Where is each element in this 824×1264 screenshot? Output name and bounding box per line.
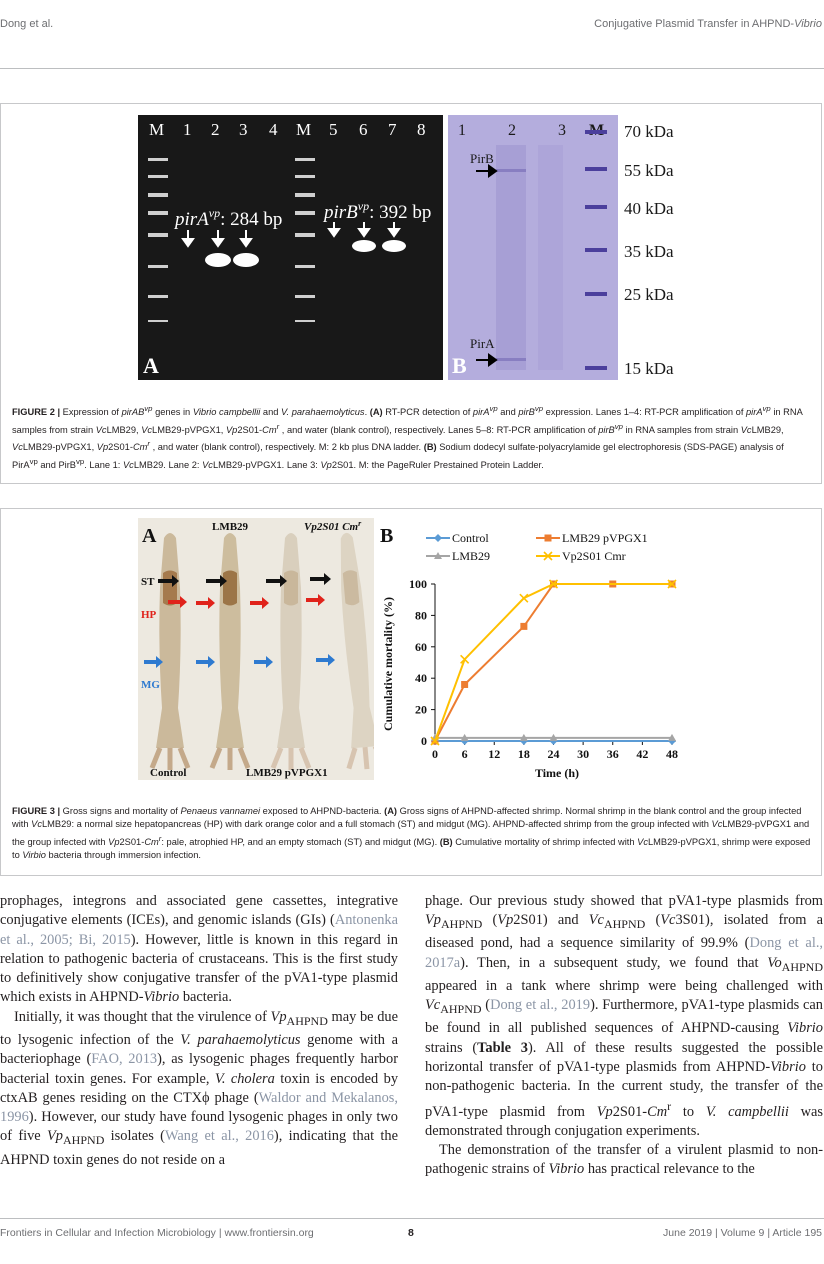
sds-lane-label: 3 bbox=[558, 122, 566, 139]
gel-lane-label: 5 bbox=[329, 120, 338, 139]
legend-label: LMB29 pVPGX1 bbox=[562, 531, 648, 545]
y-tick-label: 60 bbox=[415, 639, 427, 654]
side-label-hp: HP bbox=[141, 609, 157, 621]
gel-lane-label: 8 bbox=[417, 120, 426, 139]
y-axis-label: Cumulative mortality (%) bbox=[381, 597, 395, 731]
marker-label: 35 kDa bbox=[624, 242, 674, 261]
side-label-mg: MG bbox=[141, 679, 160, 691]
marker-label: 55 kDa bbox=[624, 161, 674, 180]
pirB-label: pirB$^{vp}$: 392 bp bbox=[324, 199, 432, 223]
sds-lane-label: 1 bbox=[458, 122, 466, 139]
figure-2-caption: FIGURE 2 | Expression of pirAB$^{vp}$ genes in Vibrio campbellii and V. parahaemolyticus. (A) RT-PCR detection of pirA$^{vp}$ and pirB$^{vp}$ expression. Lanes 1–4: RT-PCR amplification of pirA$^{vp}$ in RNA samples from strain VcLMB29, VcLMB29-pVPGX1, Vp2S01-Cm$^r$ , and water (blank control), respectively. Lanes 5–8: RT-PCR amplification of pirB$^{vp}$ in RNA samples from strain VcLMB29, VcLMB29-pVPGX1, Vp2S01-Cm$^r$ , and water (blank control), respectively. M: 2 kb plus DNA ladder. (B) Sodium dodecyl sulfate-polyacrylamide gel electrophoresis (SDS-PAGE) analysis of PirA$^{vp}$ and PirB$^{vp}$. Lane 1: VcLMB29. Lane 2: VcLMB29-pVPGX1. Lane 3: Vp2S01. M: the PageRuler Prestained Protein Ladder. bbox=[12, 404, 803, 470]
gel-lane-label: 3 bbox=[239, 120, 248, 139]
data-point bbox=[545, 535, 552, 542]
marker-label: 70 kDa bbox=[624, 122, 674, 141]
y-tick-label: 20 bbox=[415, 702, 427, 717]
gel-band bbox=[382, 240, 406, 252]
x-tick-label: 18 bbox=[517, 747, 530, 761]
panel-label-b: B bbox=[380, 525, 394, 547]
x-axis-label: Time (h) bbox=[534, 766, 580, 780]
series-line bbox=[435, 584, 672, 741]
x-tick-label: 30 bbox=[577, 747, 590, 761]
body-column-left bbox=[0, 892, 398, 1170]
gel-lane-label: 2 bbox=[211, 120, 220, 139]
x-tick-label: 0 bbox=[432, 747, 438, 761]
paragraph: phage. Our previous study showed that pVA1-type plasmids from $Vp_{AHPND}$ (Vp2S01) and $Vc_{AHPND}$ (Vc3S01), isolated from a diseased pond, had a sequence similarity of 99.9% (Dong et al., 2017a). Then, in a subsequent study, we found that $Vo_{AHPND}$ appeared in a tank where shrimp were being challenged with $Vc_{AHPND}$ (Dong et al., 2019). Furthermore, pVA1-type plasmids can be found in all published sequences of AHPND-causing Vibrio strains (Table 3). All of these results suggested the possible horizontal transfer of pVA1-type plasmids from AHPND-Vibrio to non-pathogenic bacteria. In the current study, the transfer of the pVA1-type plasmid from Vp2S01-Cm$^r$ to V. campbellii was demonstrated through conjugation experiments. bbox=[425, 893, 824, 1139]
panel-label-a: A bbox=[143, 353, 159, 378]
y-tick-label: 80 bbox=[415, 608, 427, 623]
gel-lane-label: M bbox=[149, 120, 165, 139]
y-tick-label: 100 bbox=[409, 577, 427, 591]
group-label: LMB29 bbox=[212, 521, 249, 533]
panel-label-a: A bbox=[142, 525, 157, 547]
y-tick-label: 40 bbox=[415, 671, 427, 686]
page-number: 8 bbox=[408, 1227, 414, 1239]
legend-item bbox=[536, 531, 648, 545]
footer-issue: June 2019 | Volume 9 | Article 195 bbox=[663, 1227, 822, 1239]
side-label-st: ST bbox=[141, 576, 155, 588]
gel-band bbox=[205, 253, 231, 267]
gel-lane-label: 4 bbox=[269, 120, 278, 139]
group-label: LMB29 pVPGX1 bbox=[246, 767, 328, 779]
shrimp-photo bbox=[138, 518, 374, 780]
data-point bbox=[461, 681, 468, 688]
x-tick-label: 24 bbox=[547, 747, 560, 761]
x-tick-label: 12 bbox=[488, 747, 501, 761]
running-head-authors: Dong et al. bbox=[0, 18, 54, 30]
figure-3-caption: FIGURE 3 | Gross signs and mortality of Penaeus vannamei exposed to AHPND-bacteria. (A) Gross signs of AHPND-affected shrimp. Normal shrimp in the blank control and the group infected with VcLMB29: a normal size hepatopancreas (HP) with dark orange color and a full stomach (ST) and midgut (MG). AHPND-affected shrimp from the group infected with VcLMB29-pVPGX1 and the group infected with Vp2S01-Cm$^r$: pale, atrophied HP, and an empty stomach (ST) and midgut (MG). (B) Cumulative mortality of shrimp infected with VcLMB29-pVPGX1, shrimp were exposed to Virbio bacteria through immersion infection. bbox=[12, 806, 811, 861]
sds-lane-label: 2 bbox=[508, 122, 516, 139]
gel-band bbox=[233, 253, 259, 267]
band-label-pirA: PirA bbox=[470, 336, 495, 351]
gel-lane-label: M bbox=[296, 120, 312, 139]
legend-item bbox=[426, 549, 490, 563]
legend-item bbox=[426, 531, 489, 545]
data-point bbox=[520, 594, 528, 602]
data-point bbox=[520, 623, 527, 630]
marker-label: 15 kDa bbox=[624, 359, 674, 378]
panel-label-b: B bbox=[452, 353, 467, 378]
body-column-right bbox=[425, 892, 823, 1180]
pirA-label: pirA$^{vp}$: 284 bp bbox=[175, 206, 283, 230]
band-label-pirB: PirB bbox=[470, 151, 494, 166]
gel-band bbox=[352, 240, 376, 252]
x-tick-label: 42 bbox=[636, 747, 649, 761]
marker-label: 25 kDa bbox=[624, 285, 674, 304]
x-tick-label: 48 bbox=[666, 747, 678, 761]
sds-lane-2 bbox=[496, 145, 526, 370]
paragraph: The demonstration of the transfer of a virulent plasmid to non-pathogenic strains of Vibrio has practical relevance to the bbox=[425, 1141, 823, 1178]
legend-item bbox=[536, 549, 626, 563]
sds-lane-3 bbox=[538, 145, 563, 370]
series-lmb29 bbox=[431, 734, 676, 741]
group-label: Vp2S01 Cm$^r$ bbox=[304, 519, 362, 533]
series-vp2s01-cmr bbox=[431, 580, 676, 745]
x-tick-label: 6 bbox=[461, 747, 468, 761]
gel-lane-label: 6 bbox=[359, 120, 368, 139]
footer-journal: Frontiers in Cellular and Infection Microbiology | www.frontiersin.org bbox=[0, 1227, 314, 1239]
chart-series bbox=[431, 580, 676, 745]
x-tick-label: 36 bbox=[606, 747, 619, 761]
legend-label: LMB29 bbox=[452, 549, 491, 563]
footer-divider bbox=[0, 1218, 824, 1219]
header-divider bbox=[0, 68, 824, 69]
series-line bbox=[435, 584, 672, 741]
x-ticks bbox=[432, 741, 678, 761]
paragraph: Initially, it was thought that the virulence of $Vp_{AHPND}$ may be due to lysogenic infection of the V. parahaemolyticus genome with a bacteriophage (FAO, 2013), as lysogenic phages frequently harbor bacterial toxin genes. For example, V. cholera toxin is encoded by ctxAB genes residing on the CTXϕ phage (Waldor and Mekalanos, 1996). However, our study have found lysogenic phages in only two of five $Vp_{AHPND}$ isolates (Wang et al., 2016), indicating that the AHPND toxin genes do not reside on a bbox=[0, 1008, 399, 1168]
running-head-title: Conjugative Plasmid Transfer in AHPND-Vibrio bbox=[594, 18, 822, 30]
chart-legend bbox=[426, 531, 648, 563]
legend-label: Vp2S01 Cmr bbox=[562, 549, 626, 563]
legend-label: Control bbox=[452, 531, 489, 545]
mortality-chart bbox=[376, 518, 696, 782]
gel-lane-label: 7 bbox=[388, 120, 397, 139]
data-point bbox=[434, 534, 442, 542]
figure-2-image bbox=[138, 115, 688, 380]
y-ticks bbox=[409, 577, 435, 748]
marker-label: 40 kDa bbox=[624, 199, 674, 218]
group-label: Control bbox=[150, 767, 187, 779]
paragraph: prophages, integrons and associated gene cassettes, integrative conjugative elements (ICEs), and genomic islands (GIs) (Antonenka et al., 2005; Bi, 2015). However, little is known in this regard in relation to pathogenic bacteria of crustaceans. This is the first study to definitively show conjugative transfer of the pVA1-type plasmid which exists in AHPND-Vibrio bacteria. bbox=[0, 893, 398, 1006]
y-tick-label: 0 bbox=[421, 734, 427, 748]
gel-lane-label: 1 bbox=[183, 120, 192, 139]
